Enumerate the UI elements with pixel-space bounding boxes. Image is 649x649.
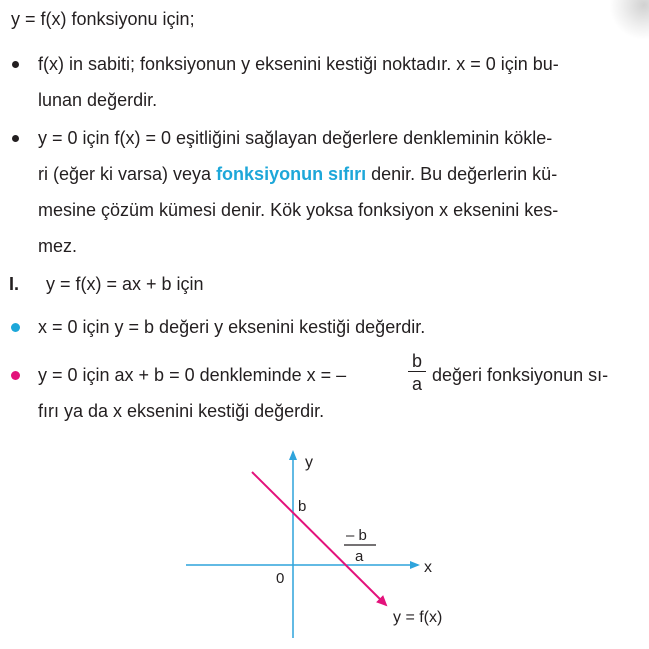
bullet-1-line-2: lunan değerdir. <box>38 90 158 110</box>
item-2-part-2: değeri fonksiyonun sı- <box>432 365 609 385</box>
x-axis-label: x <box>424 559 432 576</box>
bullet-2-line-1: y = 0 için f(x) = 0 eşitliğini sağlayan değerlere denkleminin kökle- <box>38 128 553 148</box>
origin-label: 0 <box>276 570 285 587</box>
x-intercept-numerator: – b <box>346 527 367 544</box>
x-intercept-denominator: a <box>355 548 364 565</box>
item-1-text: x = 0 için y = b değeri y eksenini kestiği değerdir. <box>38 317 426 337</box>
item-2-line-2: fırı ya da x eksenini kestiği değerdir. <box>38 401 325 421</box>
bullet-2-line-2-end: denir. Bu değerlerin kü- <box>366 164 558 184</box>
fraction-numerator: b <box>408 352 426 372</box>
heading: y = f(x) fonksiyonu için; <box>11 9 195 29</box>
section-title: y = f(x) = ax + b için <box>46 274 204 294</box>
bullet-2-line-4: mez. <box>38 236 78 256</box>
bullet-1-line-1: f(x) in sabiti; fonksiyonun y eksenini kestiği noktadır. x = 0 için bu- <box>38 54 559 74</box>
highlight-term: fonksiyonun sıfırı <box>216 164 367 184</box>
item-2-part-1: y = 0 için ax + b = 0 denkleminde x = – <box>38 365 347 385</box>
section-numeral: I. <box>9 274 20 294</box>
bullet-2-line-2-start: ri (eğer ki varsa) veya <box>38 164 217 184</box>
bullet-2-line-3: mesine çözüm kümesi denir. Kök yoksa fonksiyon x eksenini kes- <box>38 200 559 220</box>
y-axis-label: y <box>305 454 313 471</box>
y-intercept-label: b <box>298 498 307 515</box>
fraction-denominator: a <box>411 374 422 394</box>
curve-label: y = f(x) <box>393 609 443 626</box>
